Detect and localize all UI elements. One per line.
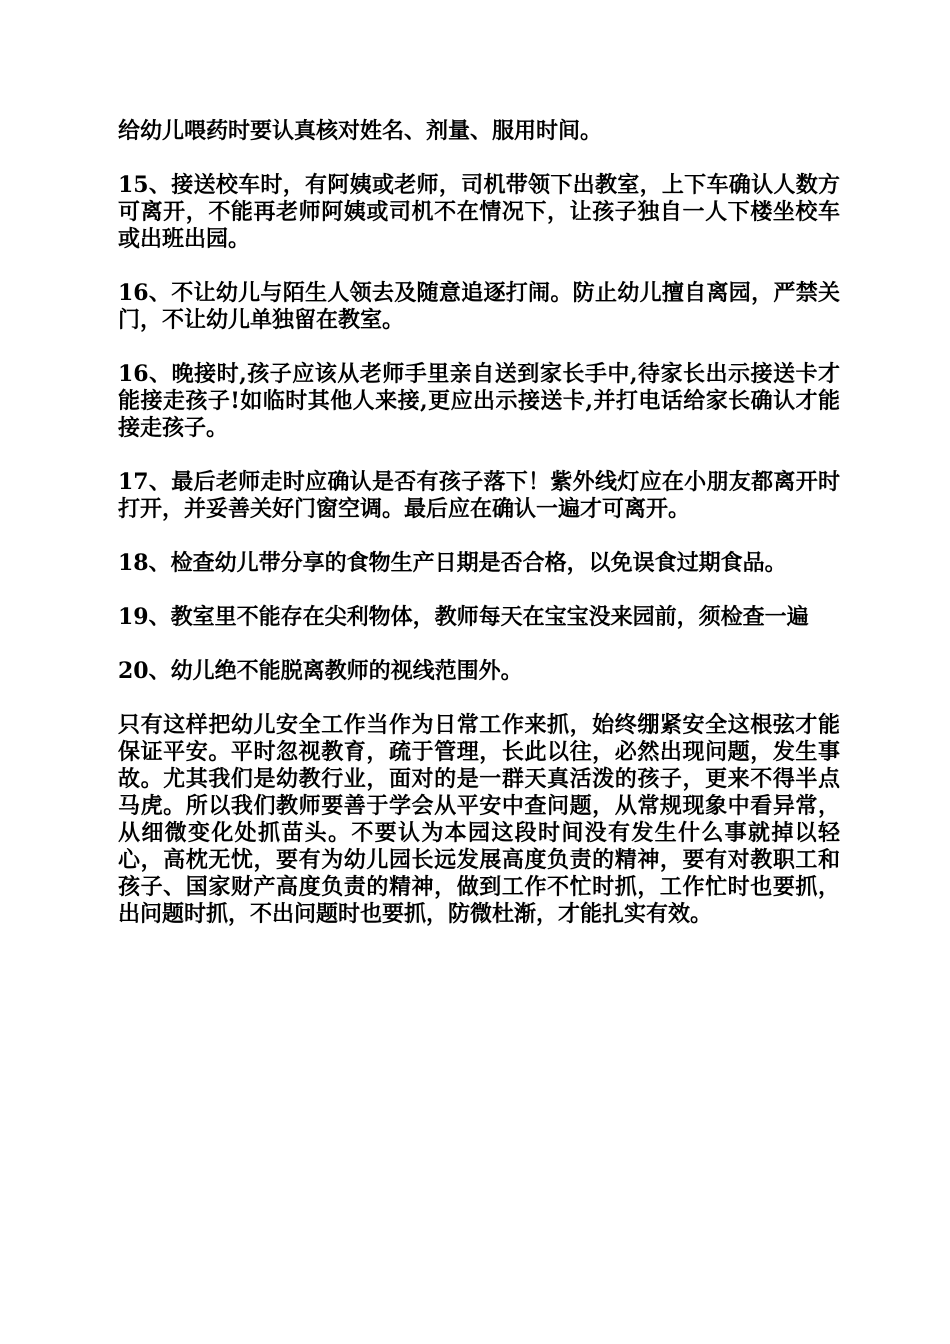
paragraph-item-16a: 16、不让幼儿与陌生人领去及随意追逐打闹。防止幼儿擅自离园，严禁关门，不让幼儿单独留在教室。 (118, 280, 840, 333)
document-body (118, 118, 840, 955)
paragraph-item-17: 17、最后老师走时应确认是否有孩子落下！紫外线灯应在小朋友都离开时打开，并妥善关好门窗空调。最后应在确认一遍才可离开。 (118, 469, 840, 522)
paragraph-item-16b: 16、晚接时,孩子应该从老师手里亲自送到家长手中,待家长出示接送卡才能接走孩子!如临时其他人来接,更应出示接送卡,并打电话给家长确认才能接走孩子。 (118, 361, 840, 441)
paragraph-conclusion: 只有这样把幼儿安全工作当作为日常工作来抓，始终绷紧安全这根弦才能保证平安。平时忽视教育，疏于管理，长此以往，必然出现问题，发生事故。尤其我们是幼教行业，面对的是一群天真活泼的孩子，更来不得半点马虎。所以我们教师要善于学会从平安中查问题，从常规现象中看异常，从细微变化处抓苗头。不要认为本园这段时间没有发生什么事就掉以轻心，高枕无忧，要有为幼儿园长远发展高度负责的精神，要有对教职工和孩子、国家财产高度负责的精神，做到工作不忙时抓，工作忙时也要抓，出问题时抓，不出问题时也要抓，防微杜渐，才能扎实有效。 (118, 712, 840, 927)
paragraph-item-15: 15、接送校车时，有阿姨或老师，司机带领下出教室，上下车确认人数方可离开，不能再老师阿姨或司机不在情况下，让孩子独自一人下楼坐校车或出班出园。 (118, 172, 840, 252)
paragraph-item-19: 19、教室里不能存在尖利物体，教师每天在宝宝没来园前，须检查一遍 (118, 604, 809, 630)
paragraph-medicine: 给幼儿喂药时要认真核对姓名、剂量、服用时间。 (118, 118, 603, 144)
paragraph-item-20: 20、幼儿绝不能脱离教师的视线范围外。 (118, 658, 523, 684)
paragraph-item-18: 18、检查幼儿带分享的食物生产日期是否合格，以免误食过期食品。 (118, 550, 787, 576)
